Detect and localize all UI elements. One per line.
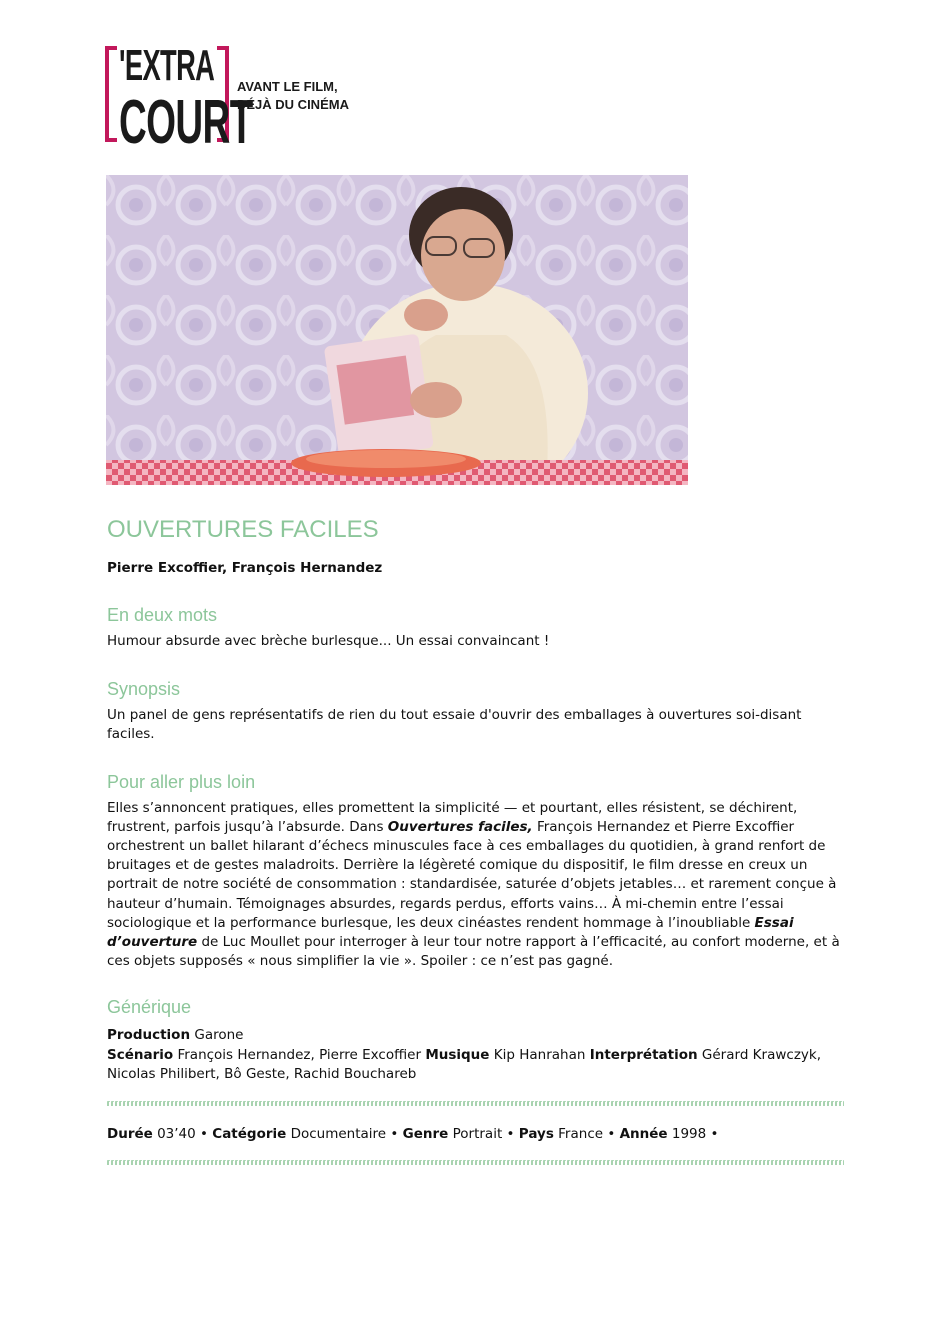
logo-word-court: COURT [119,88,253,157]
logo-left-bracket [105,46,117,142]
interpretation-value: Gérard Krawczyk, Nicolas Philibert, Bô Geste, Rachid Bouchareb [107,1046,822,1083]
pays-label: Pays [518,1126,554,1142]
logo-line-1 [119,41,215,90]
tagline-line-1: AVANT LE FILM, [237,79,338,94]
logo-apostrophe: ' [119,41,125,90]
synopsis-text: Un panel de gens représentatifs de rien du tout essaie d'ouvrir des emballages à ouvertures soi-disant faciles. [107,707,802,743]
section-heading-plus-loin: Pour aller plus loin [107,771,256,792]
categorie-value: Documentaire • [286,1126,403,1142]
credits-text [107,1026,847,1085]
section-plus-loin [107,769,847,972]
section-synopsis [107,676,847,744]
film-title: OUVERTURES FACILES [107,516,379,543]
film-directors: Pierre Excoffier, François Hernandez [107,560,383,576]
section-heading-deux-mots: En deux mots [107,605,218,625]
genre-label: Genre [402,1126,449,1142]
duree-label: Durée [107,1126,153,1142]
section-heading-generique: Générique [107,997,192,1018]
categorie-label: Catégorie [212,1126,287,1142]
section-generique [107,994,847,1085]
dotted-divider-bottom [107,1160,844,1165]
interpretation-label: Interprétation [589,1046,698,1063]
film-facts [107,1124,718,1144]
plus-loin-text [107,799,847,972]
logo-tagline [237,78,349,114]
film-still-image [106,175,688,485]
film-title-emphasis: Ouvertures faciles, [387,818,533,835]
scenario-value: François Hernandez, Pierre Excoffier [173,1046,426,1063]
production-value: Garone [190,1027,244,1044]
tagline-line-2: DÉJÀ DU CINÉMA [237,97,349,112]
pays-value: France • [553,1126,620,1142]
duree-value: 03’40 • [152,1126,213,1142]
deux-mots-text: Humour absurde avec brèche burlesque... Un essai convaincant ! [107,633,550,649]
genre-value: Portrait • [448,1126,519,1142]
annee-value: 1998 • [667,1126,719,1142]
logo-word-extra: EXTRA [124,41,215,90]
dotted-divider-top [107,1101,844,1106]
logo-mark [105,41,253,158]
plus-loin-part-3: de Luc Moullet pour interroger à leur tour notre rapport à l’efficacité, au confort moderne, et à ces objets supposés « nous simplifier la vie ». Spoiler : ce n’est pas gagné. [107,934,840,970]
extra-court-logo [105,41,365,162]
reference-film-emphasis: Essai d’ouverture [107,914,794,951]
section-deux-mots [107,602,847,651]
annee-label: Année [619,1126,668,1142]
section-heading-synopsis: Synopsis [107,679,181,700]
production-label: Production [107,1027,191,1044]
musique-value: Kip Hanrahan [489,1046,590,1063]
plus-loin-part-1: Elles s’annoncent pratiques, elles promettent la simplicité — et pourtant, elles résistent, se déchirent, frustrent, parfois jusqu’à l’absurde. Dans [107,799,798,835]
film-sheet [107,510,847,1085]
musique-label: Musique [425,1046,490,1063]
plus-loin-part-2: François Hernandez et Pierre Excoffier orchestrent un ballet hilarant d’échecs minuscules face à ces emballages du quotidien, à grand renfort de bruitages et de gestes maladroits. Derrière la légèreté comique du dispositif, le film dresse en creux un portrait de notre société de consommation : standardisée, saturée d’objets jetables… et rarement conçue à hauteur d’humain. Témoignages absurdes, regards perdus, efforts vains… À mi-chemin entre l’essai sociologique et la performance burlesque, les deux cinéastes rendent hommage à l’inoubliable [107,818,837,931]
scenario-label: Scénario [107,1046,174,1063]
